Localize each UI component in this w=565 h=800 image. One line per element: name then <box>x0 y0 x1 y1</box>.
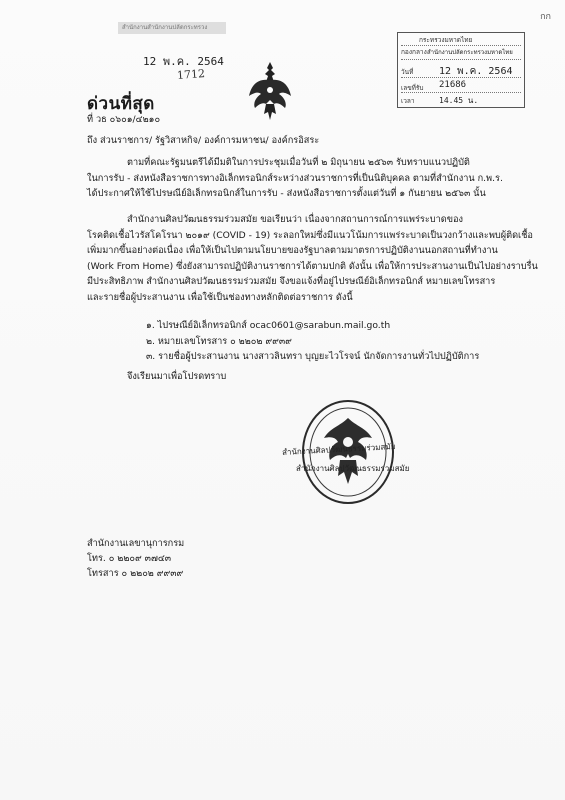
paragraph-line: (Work From Home) ซึ่งยังสามารถปฏิบัติงานราชการได้ตามปกติ ดังนั้น เพื่อให้การประสานงานเป็นไปอย่างราบรื่น <box>87 260 538 272</box>
registry-number-value: 21686 <box>439 80 467 90</box>
list-item: ๒. หมายเลขโทรสาร ๐ ๒๒๐๒ ๙๙๓๙ <box>146 335 292 347</box>
received-stamp-header: สำนักงานสำนักงานปลัดกระทรวง <box>118 22 226 34</box>
paragraph-line: ในการรับ - ส่งหนังสือราชการทางอิเล็กทรอนิกส์ระหว่างส่วนราชการที่เป็นนิติบุคคล ตามที่สำนักงาน ก.พ.ร. <box>87 172 503 184</box>
footer-tel: โทร. ๐ ๒๒๐๙ ๓๗๔๓ <box>87 553 172 564</box>
registry-time-value: 14.45 น. <box>439 96 479 105</box>
footer-office: สำนักงานเลขานุการกรม <box>87 538 185 549</box>
registry-org-value: สำนักงานปลัดกระทรวงมหาดไทย <box>427 49 513 56</box>
signature-line-1: สำนักงานศิลปวัฒนธรรมร่วมสมัย <box>281 442 396 457</box>
handwritten-number: 1712 <box>176 67 206 82</box>
registry-box <box>397 32 525 108</box>
closing-line: จึงเรียนมาเพื่อโปรดทราบ <box>127 371 227 382</box>
garuda-emblem-icon <box>247 60 293 122</box>
paragraph-line: มีประสิทธิภาพ สำนักงานศิลปวัฒนธรรมร่วมสมัย จึงขอแจ้งที่อยู่ไปรษณีย์อิเล็กทรอนิกส์ หมายเลขโทรสาร <box>87 276 496 287</box>
registry-date-label: วันที่ <box>401 68 414 76</box>
signature-line-2: สำนักงานศิลปวัฒนธรรมร่วมสมัย <box>296 464 410 473</box>
paragraph-line: เพิ่มมากขึ้นอย่างต่อเนื่อง เพื่อให้เป็นไปตามนโยบายของรัฐบาลตามมาตรการปฏิบัติงานนอกสถานที่ทำงาน <box>87 245 498 256</box>
paragraph-line: ตามที่คณะรัฐมนตรีได้มีมติในการประชุมเมื่อวันที่ ๒ มิถุนายน ๒๕๖๓ รับทราบแนวปฏิบัติ <box>127 157 470 168</box>
list-item: ๓. รายชื่อผู้ประสานงาน นางสาวลินทรา บุญยะไวโรจน์ นักจัดการงานทั่วไปปฏิบัติการ <box>146 351 480 362</box>
paragraph-1 <box>87 155 517 202</box>
list-item: ๑. ไปรษณีย์อิเล็กทรอนิกส์ ocac0601@sarabun.mail.go.th <box>146 320 391 331</box>
paragraph-line: โรคติดเชื้อไวรัสโคโรนา ๒๐๑๙ (COVID - 19) ระลอกใหม่ซึ่งมีแนวโน้มการแพร่ระบาดเป็นวงกว้างและพบผู้ติดเชื้อ <box>87 229 533 241</box>
registry-date-value: 12 พ.ค. 2564 <box>439 66 513 77</box>
received-stamp-date: 12 พ.ค. 2564 <box>143 55 224 68</box>
contact-list <box>146 318 479 365</box>
paragraph-2 <box>87 212 538 305</box>
registry-org-label: กองกลาง <box>401 48 427 56</box>
urgency-heading: ด่วนที่สุด <box>87 94 155 114</box>
registry-title: กระทรวงมหาดไทย <box>419 36 473 44</box>
paragraph-line: และรายชื่อผู้ประสานงาน เพื่อใช้เป็นช่องทางหลักติดต่อราชการ ดังนี้ <box>87 291 353 303</box>
registry-time-label: เวลา <box>401 97 415 105</box>
registry-number-label: เลขที่รับ <box>401 84 424 92</box>
document-number: ที่ วธ ๐๖๐๑/๔๒๑๐ <box>87 114 161 125</box>
sender-footer <box>87 536 184 581</box>
recipients-line: ถึง ส่วนราชการ/ รัฐวิสาหกิจ/ องค์การมหาชน/ องค์กรอิสระ <box>87 135 320 146</box>
footer-fax: โทรสาร ๐ ๒๒๐๒ ๙๙๓๙ <box>87 568 184 579</box>
corner-mark: กก <box>540 12 551 22</box>
paragraph-line: สำนักงานศิลปวัฒนธรรมร่วมสมัย ขอเรียนว่า เนื่องจากสถานการณ์การแพร่ระบาดของ <box>127 214 463 225</box>
paragraph-line: ได้ประกาศให้ใช้ไปรษณีย์อิเล็กทรอนิกส์ในการรับ - ส่งหนังสือราชการตั้งแต่วันที่ ๑ กันยายน ๒๕๖๓ นั้น <box>87 188 486 199</box>
